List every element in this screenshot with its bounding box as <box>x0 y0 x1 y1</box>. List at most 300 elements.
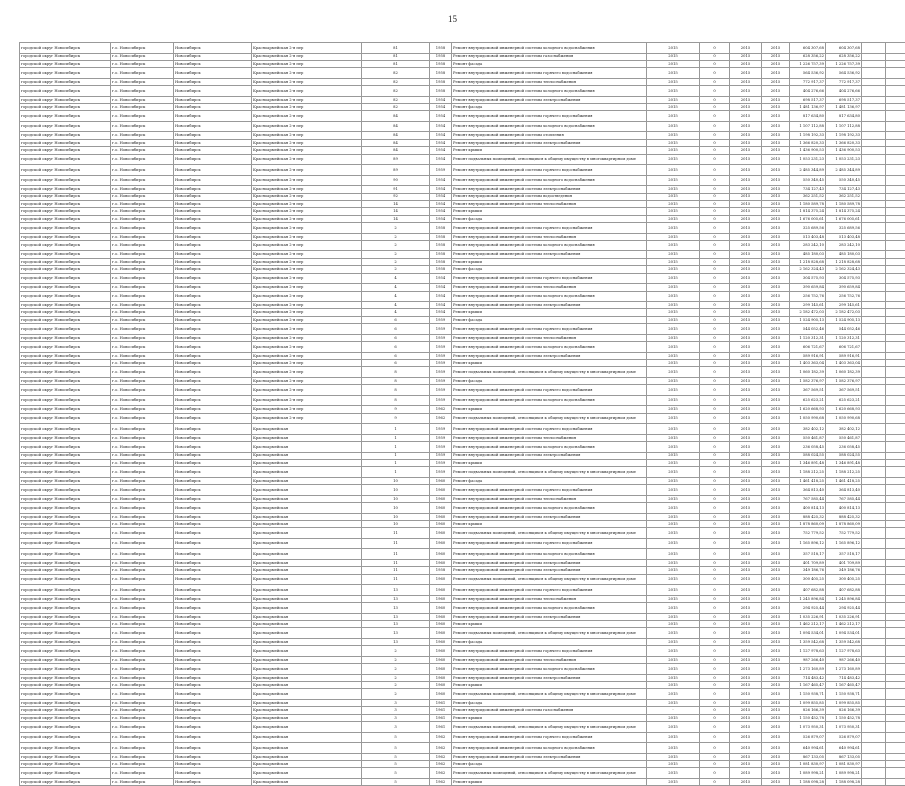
end-year-cell: 2015 <box>762 549 790 560</box>
empty-cell <box>862 503 886 514</box>
flag-cell: 0 <box>700 266 730 273</box>
work-type-cell: Ремонт подвальных помещений, относящихся к общему имуществу в многоквартирном доме <box>452 467 647 478</box>
empty-cell <box>862 699 886 706</box>
work-type-cell: Ремонт фасада <box>452 60 647 67</box>
year-cell: 1958 <box>430 68 452 79</box>
district-cell: г.о. Новосибирск <box>111 603 174 614</box>
empty-cell <box>886 699 905 706</box>
year-cell: 1960 <box>430 477 452 484</box>
flag-cell: 0 <box>700 68 730 79</box>
empty-cell <box>862 664 886 675</box>
work-type-cell: Ремонт внутридомовой инженерной системы холодного водоснабжения <box>452 240 647 251</box>
end-year-cell: 2015 <box>762 452 790 459</box>
year-cell: 1958 <box>430 60 452 67</box>
municipality-cell: городской округ Новосибирск <box>20 147 111 154</box>
district-cell: г.о. Новосибирск <box>111 193 174 200</box>
city-cell: Новосибирск <box>174 200 252 207</box>
house-cell: 14 <box>362 215 430 222</box>
flag-cell: 0 <box>700 603 730 614</box>
table-row <box>20 620 905 627</box>
flag-cell: 0 <box>700 699 730 706</box>
district-cell: г.о. Новосибирск <box>111 485 174 496</box>
plan-year-cell: 2015 <box>647 359 700 366</box>
start-year-cell: 2015 <box>730 165 762 176</box>
empty-cell <box>886 722 905 733</box>
end-year-cell: 2015 <box>762 585 790 596</box>
house-cell: 2 <box>362 233 430 240</box>
cost-cell: 299 145,61 <box>790 302 826 309</box>
table-row <box>20 316 905 323</box>
work-type-cell: Ремонт внутридомовой инженерной системы электроснабжения <box>452 186 647 193</box>
municipality-cell: городской округ Новосибирск <box>20 291 111 302</box>
house-cell: 10 <box>362 485 430 496</box>
cost-total-cell: 1 081 830,97 <box>826 760 862 767</box>
city-cell: Новосибирск <box>174 549 252 560</box>
municipality-cell: городской округ Новосибирск <box>20 324 111 335</box>
end-year-cell: 2015 <box>762 620 790 627</box>
cost-total-cell: 1 188 098,28 <box>826 778 862 785</box>
house-cell: 13 <box>362 620 430 627</box>
start-year-cell: 2015 <box>730 251 762 258</box>
street-cell: Красноармейская <box>252 628 362 639</box>
cost-total-cell: 1 060 182,39 <box>826 367 862 378</box>
empty-cell <box>886 316 905 323</box>
district-cell: г.о. Новосибирск <box>111 638 174 645</box>
flag-cell: 0 <box>700 111 730 122</box>
work-type-cell: Ремонт внутридомовой инженерной системы электроснабжения <box>452 567 647 574</box>
empty-cell <box>862 132 886 139</box>
cost-total-cell: 283 242,10 <box>826 240 862 251</box>
cost-cell: 1 878 860,09 <box>790 521 826 528</box>
street-cell: Красноармейская <box>252 699 362 706</box>
cost-cell: 526 879,07 <box>790 732 826 743</box>
district-cell: г.о. Новосибирск <box>111 324 174 335</box>
work-type-cell: Ремонт фасада <box>452 215 647 222</box>
municipality-cell: городской округ Новосибирск <box>20 434 111 441</box>
city-cell: Новосибирск <box>174 674 252 681</box>
empty-cell <box>862 86 886 97</box>
table-row <box>20 689 905 700</box>
cost-total-cell: 1 127 978,63 <box>826 646 862 657</box>
municipality-cell: городской округ Новосибирск <box>20 111 111 122</box>
work-type-cell: Ремонт внутридомовой инженерной системы холодного водоснабжения <box>452 175 647 186</box>
house-cell: 11 <box>362 549 430 560</box>
year-cell: 1954 <box>430 175 452 186</box>
table-row <box>20 574 905 585</box>
cost-total-cell: 1 346 891,48 <box>826 459 862 466</box>
work-type-cell: Ремонт фасада <box>452 477 647 484</box>
flag-cell: 0 <box>700 352 730 359</box>
empty-cell <box>862 334 886 341</box>
empty-cell <box>886 68 905 79</box>
start-year-cell: 2015 <box>730 495 762 502</box>
year-cell: 1954 <box>430 121 452 132</box>
street-cell: Красноармейская <box>252 485 362 496</box>
plan-year-cell: 2015 <box>647 367 700 378</box>
cost-cell: 1 107 112,88 <box>790 121 826 132</box>
district-cell: г.о. Новосибирск <box>111 266 174 273</box>
empty-cell <box>862 316 886 323</box>
municipality-cell: городской округ Новосибирск <box>20 467 111 478</box>
table-row <box>20 132 905 139</box>
plan-year-cell: 2015 <box>647 147 700 154</box>
empty-cell <box>886 60 905 67</box>
start-year-cell: 2015 <box>730 132 762 139</box>
end-year-cell: 2015 <box>762 646 790 657</box>
street-cell: Красноармейская 2-я пер <box>252 78 362 85</box>
district-cell: г.о. Новосибирск <box>111 656 174 663</box>
city-cell: Новосибирск <box>174 664 252 675</box>
empty-cell <box>886 689 905 700</box>
empty-cell <box>862 154 886 165</box>
district-cell: г.о. Новосибирск <box>111 233 174 240</box>
house-cell: 84 <box>362 121 430 132</box>
empty-cell <box>862 574 886 585</box>
district-cell: г.о. Новосибирск <box>111 377 174 384</box>
start-year-cell: 2015 <box>730 477 762 484</box>
house-cell: 2 <box>362 251 430 258</box>
empty-cell <box>886 406 905 413</box>
cost-total-cell: 1 188 212,25 <box>826 467 862 478</box>
start-year-cell: 2015 <box>730 121 762 132</box>
empty-cell <box>886 768 905 779</box>
year-cell: 1958 <box>430 53 452 60</box>
city-cell: Новосибирск <box>174 377 252 384</box>
work-type-cell: Ремонт внутридомовой инженерной системы электроснабжения <box>452 251 647 258</box>
year-cell: 1960 <box>430 613 452 620</box>
empty-cell <box>862 104 886 111</box>
city-cell: Новосибирск <box>174 714 252 721</box>
house-cell: 82 <box>362 68 430 79</box>
plan-year-cell: 2015 <box>647 43 700 54</box>
table-row <box>20 513 905 520</box>
end-year-cell: 2015 <box>762 574 790 585</box>
plan-year-cell: 2015 <box>647 200 700 207</box>
cost-cell: 714 483,42 <box>790 674 826 681</box>
work-type-cell: Ремонт внутридомовой инженерной системы электроснабжения <box>452 302 647 309</box>
plan-year-cell: 2015 <box>647 240 700 251</box>
table-row <box>20 485 905 496</box>
house-cell: 13 <box>362 638 430 645</box>
end-year-cell: 2015 <box>762 689 790 700</box>
flag-cell: 0 <box>700 413 730 424</box>
street-cell: Красноармейская <box>252 646 362 657</box>
start-year-cell: 2015 <box>730 664 762 675</box>
municipality-cell: городской округ Новосибирск <box>20 208 111 215</box>
flag-cell: 0 <box>700 585 730 596</box>
empty-cell <box>862 613 886 620</box>
year-cell: 1958 <box>430 240 452 251</box>
flag-cell: 0 <box>700 674 730 681</box>
plan-year-cell: 2015 <box>647 485 700 496</box>
empty-cell <box>862 233 886 240</box>
cost-cell: 364 813,40 <box>790 485 826 496</box>
plan-year-cell: 2015 <box>647 215 700 222</box>
municipality-cell: городской округ Новосибирск <box>20 585 111 596</box>
municipality-cell: городской округ Новосибирск <box>20 258 111 265</box>
year-cell: 1954 <box>430 96 452 103</box>
street-cell: Красноармейская 2-я пер <box>252 60 362 67</box>
work-type-cell: Ремонт внутридомовой инженерной системы водоотведения <box>452 193 647 200</box>
municipality-cell: городской округ Новосибирск <box>20 121 111 132</box>
cost-cell: 606 721,67 <box>790 342 826 353</box>
cost-total-cell: 407 682,88 <box>826 585 862 596</box>
house-cell: 13 <box>362 595 430 602</box>
year-cell: 1959 <box>430 467 452 478</box>
start-year-cell: 2015 <box>730 359 762 366</box>
plan-year-cell: 2015 <box>647 521 700 528</box>
district-cell: г.о. Новосибирск <box>111 707 174 714</box>
start-year-cell: 2015 <box>730 395 762 406</box>
municipality-cell: городской округ Новосибирск <box>20 495 111 502</box>
end-year-cell: 2015 <box>762 200 790 207</box>
house-cell: 13 <box>362 585 430 596</box>
year-cell: 1959 <box>430 165 452 176</box>
city-cell: Новосибирск <box>174 367 252 378</box>
table-row <box>20 309 905 316</box>
table-row <box>20 215 905 222</box>
house-cell: 11 <box>362 567 430 574</box>
year-cell: 1959 <box>430 424 452 435</box>
table-row <box>20 223 905 234</box>
empty-cell <box>886 359 905 366</box>
cost-total-cell: 752 779,52 <box>826 528 862 539</box>
city-cell: Новосибирск <box>174 768 252 779</box>
empty-cell <box>862 760 886 767</box>
table-row <box>20 139 905 146</box>
work-type-cell: Ремонт фасада <box>452 104 647 111</box>
year-cell: 1959 <box>430 452 452 459</box>
empty-cell <box>862 273 886 284</box>
flag-cell: 0 <box>700 395 730 406</box>
empty-cell <box>886 208 905 215</box>
street-cell: Красноармейская <box>252 424 362 435</box>
district-cell: г.о. Новосибирск <box>111 68 174 79</box>
end-year-cell: 2015 <box>762 538 790 549</box>
district-cell: г.о. Новосибирск <box>111 53 174 60</box>
cost-cell: 564 536,92 <box>790 68 826 79</box>
city-cell: Новосибирск <box>174 223 252 234</box>
year-cell: 1954 <box>430 111 452 122</box>
district-cell: г.о. Новосибирск <box>111 434 174 441</box>
plan-year-cell: 2015 <box>647 139 700 146</box>
cost-total-cell: 364 813,40 <box>826 485 862 496</box>
cost-total-cell: 1 150 938,71 <box>826 689 862 700</box>
work-type-cell: Ремонт внутридомовой инженерной системы электроснабжения <box>452 559 647 566</box>
plan-year-cell: 2015 <box>647 559 700 566</box>
cost-cell: 752 779,52 <box>790 528 826 539</box>
cost-cell: 1 462 212,17 <box>790 620 826 627</box>
house-cell: 84 <box>362 111 430 122</box>
end-year-cell: 2015 <box>762 567 790 574</box>
empty-cell <box>886 266 905 273</box>
cost-total-cell: 357 518,17 <box>826 549 862 560</box>
year-cell: 1960 <box>430 495 452 502</box>
start-year-cell: 2015 <box>730 342 762 353</box>
plan-year-cell: 2015 <box>647 175 700 186</box>
empty-cell <box>862 147 886 154</box>
table-row <box>20 477 905 484</box>
municipality-cell: городской округ Новосибирск <box>20 53 111 60</box>
municipality-cell: городской округ Новосибирск <box>20 521 111 528</box>
street-cell: Красноармейская <box>252 495 362 502</box>
house-cell: 2 <box>362 656 430 663</box>
work-type-cell: Ремонт внутридомовой инженерной системы электроснабжения <box>452 352 647 359</box>
plan-year-cell: 2015 <box>647 495 700 502</box>
table-row <box>20 324 905 335</box>
work-type-cell: Ремонт фасада <box>452 316 647 323</box>
city-cell: Новосибирск <box>174 215 252 222</box>
plan-year-cell: 2015 <box>647 664 700 675</box>
start-year-cell: 2015 <box>730 309 762 316</box>
plan-year-cell: 2015 <box>647 53 700 60</box>
plan-year-cell: 2015 <box>647 503 700 514</box>
district-cell: г.о. Новосибирск <box>111 86 174 97</box>
cost-total-cell: 640 994,61 <box>826 743 862 754</box>
cost-total-cell: 625 623,21 <box>826 395 862 406</box>
work-type-cell: Ремонт внутридомовой инженерной системы горячего водоснабжения <box>452 538 647 549</box>
start-year-cell: 2015 <box>730 722 762 733</box>
cost-total-cell: 1 620 668,93 <box>826 406 862 413</box>
municipality-cell: городской округ Новосибирск <box>20 424 111 435</box>
year-cell: 1954 <box>430 309 452 316</box>
empty-cell <box>862 413 886 424</box>
flag-cell: 0 <box>700 186 730 193</box>
city-cell: Новосибирск <box>174 258 252 265</box>
house-cell: 8 <box>362 395 430 406</box>
cost-total-cell: 367 569,51 <box>826 385 862 396</box>
start-year-cell: 2015 <box>730 595 762 602</box>
flag-cell: 0 <box>700 233 730 240</box>
cost-cell: 1 150 452,78 <box>790 714 826 721</box>
start-year-cell: 2015 <box>730 367 762 378</box>
table-row <box>20 352 905 359</box>
street-cell: Красноармейская <box>252 603 362 614</box>
work-type-cell: Ремонт внутридомовой инженерной системы электроснабжения <box>452 513 647 520</box>
street-cell: Красноармейская 2-я пер <box>252 316 362 323</box>
start-year-cell: 2015 <box>730 613 762 620</box>
empty-cell <box>862 424 886 435</box>
year-cell: 1960 <box>430 638 452 645</box>
district-cell: г.о. Новосибирск <box>111 385 174 396</box>
table-row <box>20 549 905 560</box>
city-cell: Новосибирск <box>174 567 252 574</box>
empty-cell <box>886 521 905 528</box>
cost-total-cell: 2 182 472,03 <box>826 309 862 316</box>
flag-cell: 0 <box>700 342 730 353</box>
end-year-cell: 2015 <box>762 656 790 663</box>
district-cell: г.о. Новосибирск <box>111 139 174 146</box>
cost-total-cell: 294 925,44 <box>826 603 862 614</box>
flag-cell: 0 <box>700 646 730 657</box>
street-cell: Красноармейская <box>252 521 362 528</box>
empty-cell <box>886 760 905 767</box>
cost-total-cell: 826 166,39 <box>826 707 862 714</box>
district-cell: г.о. Новосибирск <box>111 395 174 406</box>
municipality-cell: городской округ Новосибирск <box>20 193 111 200</box>
table-body <box>20 43 905 786</box>
cost-total-cell: 1 814 375,24 <box>826 208 862 215</box>
city-cell: Новосибирск <box>174 121 252 132</box>
table-row <box>20 768 905 779</box>
plan-year-cell: 2015 <box>647 302 700 309</box>
cost-total-cell: 1 878 860,09 <box>826 521 862 528</box>
house-cell: 2 <box>362 223 430 234</box>
municipality-cell: городской округ Новосибирск <box>20 778 111 785</box>
plan-year-cell: 2015 <box>647 743 700 754</box>
district-cell: г.о. Новосибирск <box>111 215 174 222</box>
street-cell: Красноармейская 2-я пер <box>252 385 362 396</box>
table-row <box>20 699 905 706</box>
plan-year-cell: 2015 <box>647 452 700 459</box>
empty-cell <box>862 359 886 366</box>
start-year-cell: 2015 <box>730 585 762 596</box>
house-cell: 84 <box>362 132 430 139</box>
table-row <box>20 442 905 453</box>
end-year-cell: 2015 <box>762 664 790 675</box>
flag-cell: 0 <box>700 528 730 539</box>
city-cell: Новосибирск <box>174 86 252 97</box>
year-cell: 1954 <box>430 193 452 200</box>
cost-total-cell: 698 517,37 <box>826 96 862 103</box>
plan-year-cell: 2015 <box>647 208 700 215</box>
work-type-cell: Ремонт внутридомовой инженерной системы горячего водоснабжения <box>452 111 647 122</box>
city-cell: Новосибирск <box>174 154 252 165</box>
empty-cell <box>862 689 886 700</box>
flag-cell: 0 <box>700 251 730 258</box>
table-row <box>20 559 905 566</box>
district-cell: г.о. Новосибирск <box>111 154 174 165</box>
cost-cell: 1 481 136,97 <box>790 104 826 111</box>
street-cell: Красноармейская <box>252 674 362 681</box>
end-year-cell: 2015 <box>762 291 790 302</box>
start-year-cell: 2015 <box>730 628 762 639</box>
table-row <box>20 251 905 258</box>
end-year-cell: 2015 <box>762 442 790 453</box>
municipality-cell: городской округ Новосибирск <box>20 459 111 466</box>
municipality-cell: городской округ Новосибирск <box>20 78 111 85</box>
year-cell: 1960 <box>430 664 452 675</box>
municipality-cell: городской округ Новосибирск <box>20 302 111 309</box>
flag-cell: 0 <box>700 424 730 435</box>
work-type-cell: Ремонт крыши <box>452 620 647 627</box>
work-type-cell: Ремонт подвальных помещений, относящихся к общему имуществу в многоквартирном доме <box>452 367 647 378</box>
cost-total-cell: 1 053 231,23 <box>826 154 862 165</box>
municipality-cell: городской округ Новосибирск <box>20 251 111 258</box>
municipality-cell: городской округ Новосибирск <box>20 385 111 396</box>
cost-cell: 544 052,46 <box>790 324 826 335</box>
cost-cell: 767 585,44 <box>790 495 826 502</box>
empty-cell <box>886 139 905 146</box>
end-year-cell: 2015 <box>762 111 790 122</box>
cost-cell: 1 053 231,23 <box>790 154 826 165</box>
house-cell: 10 <box>362 495 430 502</box>
cost-cell: 513 403,48 <box>790 233 826 240</box>
empty-cell <box>886 302 905 309</box>
start-year-cell: 2015 <box>730 743 762 754</box>
district-cell: г.о. Новосибирск <box>111 186 174 193</box>
empty-cell <box>862 186 886 193</box>
plan-year-cell: 2015 <box>647 714 700 721</box>
district-cell: г.о. Новосибирск <box>111 309 174 316</box>
work-type-cell: Ремонт внутридомовой инженерной системы холодного водоснабжения <box>452 43 647 54</box>
empty-cell <box>886 367 905 378</box>
plan-year-cell: 2015 <box>647 753 700 760</box>
house-cell: 1 <box>362 442 430 453</box>
city-cell: Новосибирск <box>174 175 252 186</box>
empty-cell <box>886 603 905 614</box>
plan-year-cell: 2015 <box>647 760 700 767</box>
